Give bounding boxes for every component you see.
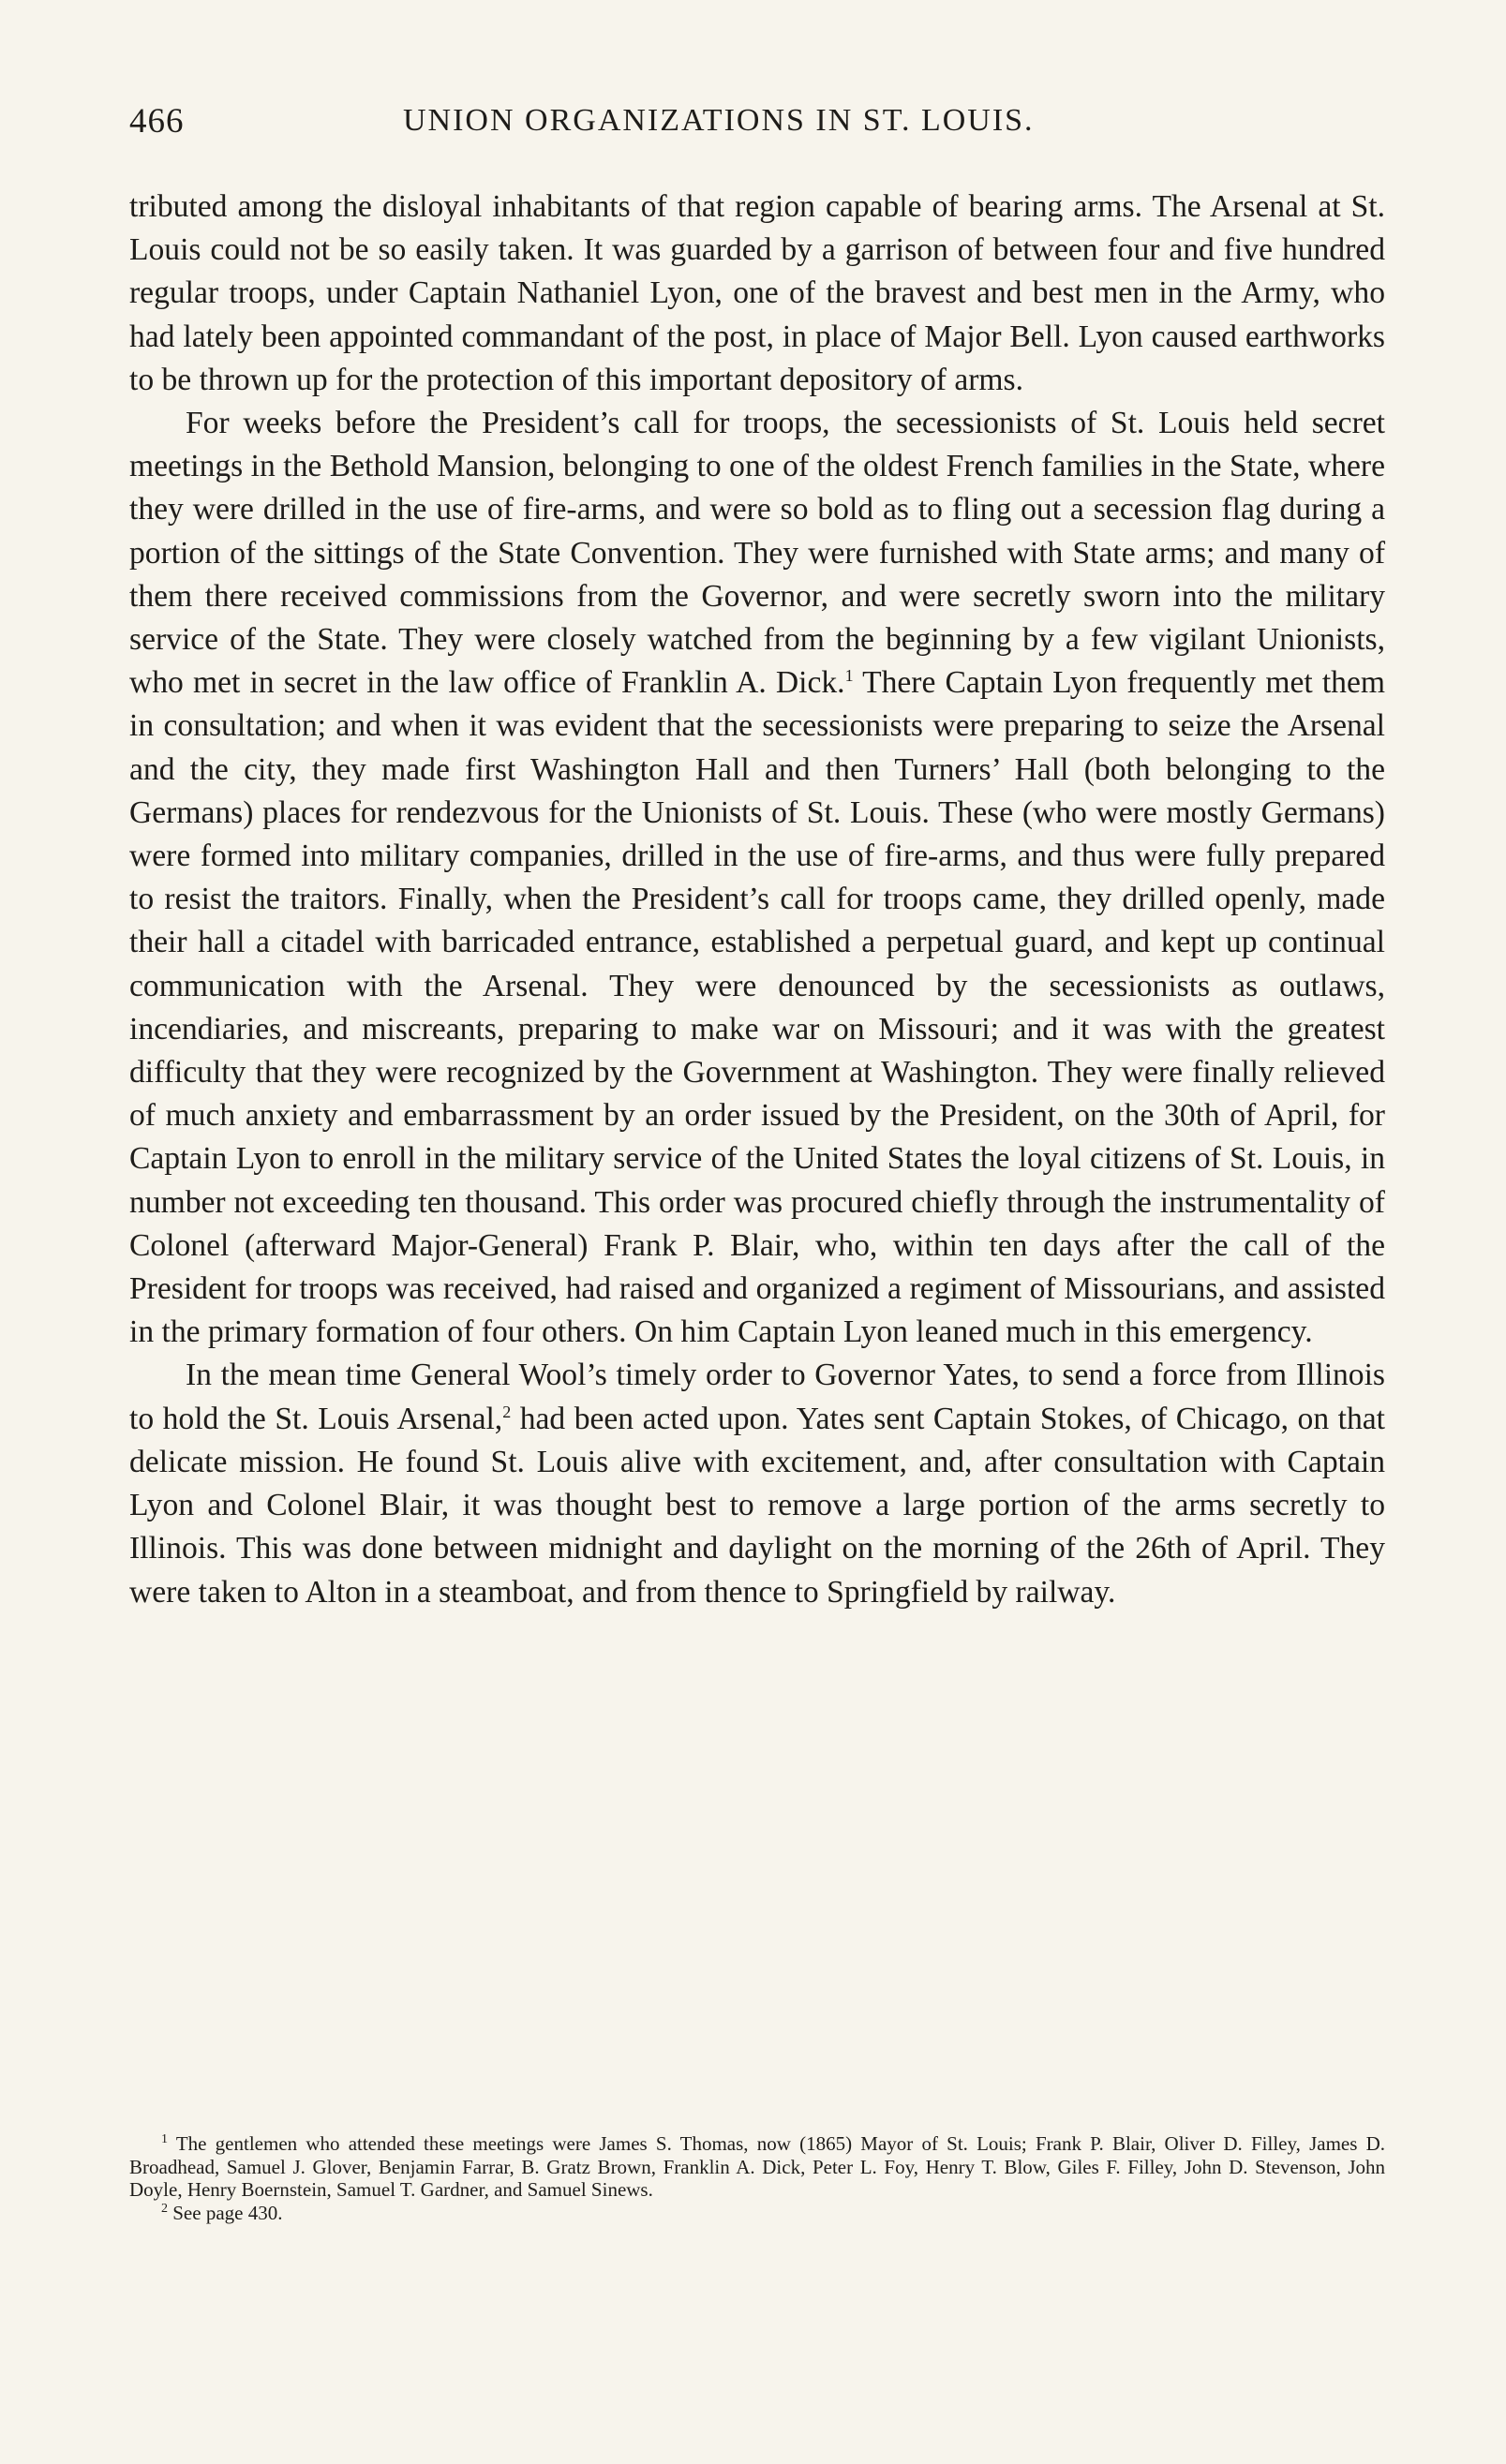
footnote-ref-1[interactable]: 1 [844, 666, 854, 686]
footnote-1-text: The gentlemen who attended these meetings were James S. Thomas, now (1865) Mayor of St. Louis; Frank P. Blair, Oliver D. Filley, James D. Broadhead, Samuel J. Glover, Benjamin Farrar, B. Gratz Brown, Franklin A. Dick, Peter L. Foy, Henry T. Blow, Giles F. Filley, John D. Stevenson, John Doyle, Henry Boernstein, Samuel T. Gardner, and Samuel Sinews. [129, 2132, 1386, 2202]
running-head [129, 101, 1376, 157]
body-text [129, 186, 1385, 1614]
footnote-ref-2[interactable]: 2 [502, 1402, 512, 1421]
footnote-1 [129, 2132, 1385, 2202]
paragraph-3-text-a: In the mean time General Wool’s timely order to Governor Yates, to send a force from Illinois to hold the St. Louis Arsenal, [129, 1358, 1385, 1436]
paragraph-3 [129, 1354, 1385, 1613]
paragraph-2 [129, 402, 1385, 1354]
footnotes [129, 2132, 1385, 2224]
paragraph-3-text-b: had been acted upon. Yates sent Captain Stokes, of Chicago, on that delicate mission. He found St. Louis alive with excitement, and, after consultation with Captain Lyon and Colonel Blair, it was thought best to remove a large portion of the arms secretly to Illinois. This was done between midnight and daylight on the morning of the 26th of April. They were taken to Alton in a steamboat, and from thence to Springfield by railway. [129, 1401, 1385, 1610]
paragraph-1-text: tributed among the disloyal inhabitants of that region capable of bearing arms. The Arsenal at St. Louis could not be so easily taken. It was guarded by a garrison of between four and five hundred regular troops, under Captain Nathaniel Lyon, one of the bravest and best men in the Army, who had lately been appointed commandant of the post, in place of Major Bell. Lyon caused earthworks to be thrown up for the protection of this important depository of arms. [129, 189, 1385, 397]
paragraph-1 [129, 186, 1385, 402]
footnote-2 [129, 2202, 1385, 2225]
page-number: 466 [129, 102, 185, 141]
paragraph-2-text-a: For weeks before the President’s call for troops, the secessionists of St. Louis held secret meetings in the Bethold Mansion, belonging to one of the oldest French families in the State, where they were drilled in the use of fire-arms, and were so bold as to fling out a secession flag during a portion of the sittings of the State Convention. They were furnished with State arms; and many of them there received commissions from the Governor, and were secretly sworn into the military service of the State. They were closely watched from the beginning by a few vigilant Unionists, who met in secret in the law office of Franklin A. Dick. [129, 406, 1385, 701]
paragraph-2-text-b: There Captain Lyon frequently met them in consultation; and when it was evident that the secessionists were preparing to seize the Arsenal and the city, they made first Washington Hall and then Turners’ Hall (both belonging to the Germans) places for rendezvous for the Unionists of St. Louis. These (who were mostly Germans) were formed into military companies, drilled in the use of fire-arms, and thus were fully prepared to resist the traitors. Finally, when the President’s call for troops came, they drilled openly, made their hall a citadel with barricaded entrance, established a perpetual guard, and kept up continual communication with the Arsenal. They were denounced by the secessionists as outlaws, incendiaries, and miscreants, preparing to make war on Missouri; and it was with the greatest difficulty that they were recognized by the Government at Washington. They were finally relieved of much anxiety and embarrassment by an order issued by the President, on the 30th of April, for Captain Lyon to enroll in the military service of the United States the loyal citizens of St. Louis, in number not exceeding ten thousand. This order was procured chiefly through the instrumentality of Colonel (afterward Major-General) Frank P. Blair, who, within ten days after the call of the President for troops was received, had raised and organized a regiment of Missourians, and assisted in the primary formation of four others. On him Captain Lyon leaned much in this emergency. [129, 665, 1385, 1350]
footnote-1-marker: 1 [161, 2132, 168, 2146]
footnote-2-text: See page 430. [172, 2201, 283, 2224]
footnote-2-marker: 2 [161, 2201, 168, 2216]
running-title: UNION ORGANIZATIONS IN ST. LOUIS. [403, 103, 1035, 138]
